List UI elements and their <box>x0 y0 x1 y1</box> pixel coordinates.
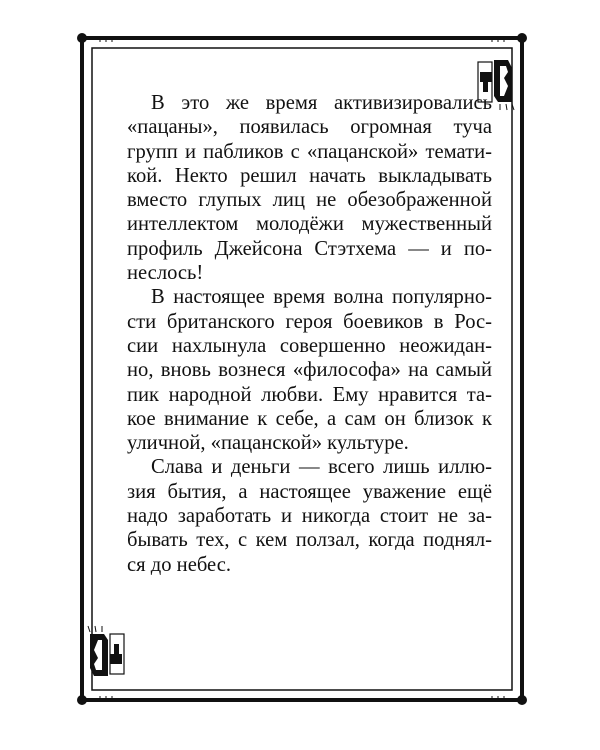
text-line: сти британского героя боевиков в Рос- <box>127 310 492 333</box>
text-line: кой. Некто решил начать выкладывать <box>127 164 492 187</box>
text-line: сии нахлынула совершенно неожидан- <box>127 334 492 357</box>
text-line: бывать тех, с кем ползал, когда поднял- <box>127 529 492 552</box>
gun-head-silhouette-icon <box>88 626 124 676</box>
text-line: групп и пабликов с «пацанской» темати- <box>127 140 492 163</box>
text-line: кое внимание к себе, а сам он близок к <box>127 407 492 430</box>
text-line: Слава и деньги — всего лишь иллю- <box>151 456 492 479</box>
text-line: неслось! <box>127 262 204 285</box>
text-line: интеллектом молодёжи мужественный <box>127 213 492 236</box>
body-text <box>127 91 492 577</box>
text-line: вместо глупых лиц не обезображенной <box>127 189 492 212</box>
text-line: В это же время активизировались <box>151 92 492 114</box>
text-line: «пацаны», появилась огромная туча <box>127 116 492 139</box>
text-line: надо заработать и никогда стоит не за- <box>127 505 492 528</box>
text-line: зия бытия, а настоящее уважение ещё <box>127 480 492 503</box>
text-line: пик народной любви. Ему нравится та- <box>127 383 492 406</box>
text-line: ся до небес. <box>127 553 231 576</box>
text-line: В настоящее время волна популярно- <box>151 286 492 309</box>
text-line: но, вновь вознеся «философа» на самый <box>127 359 492 382</box>
text-line: профиль Джейсона Стэтхема — и по- <box>127 237 492 260</box>
text-line: уличной, «пацанской» культуре. <box>127 432 409 455</box>
